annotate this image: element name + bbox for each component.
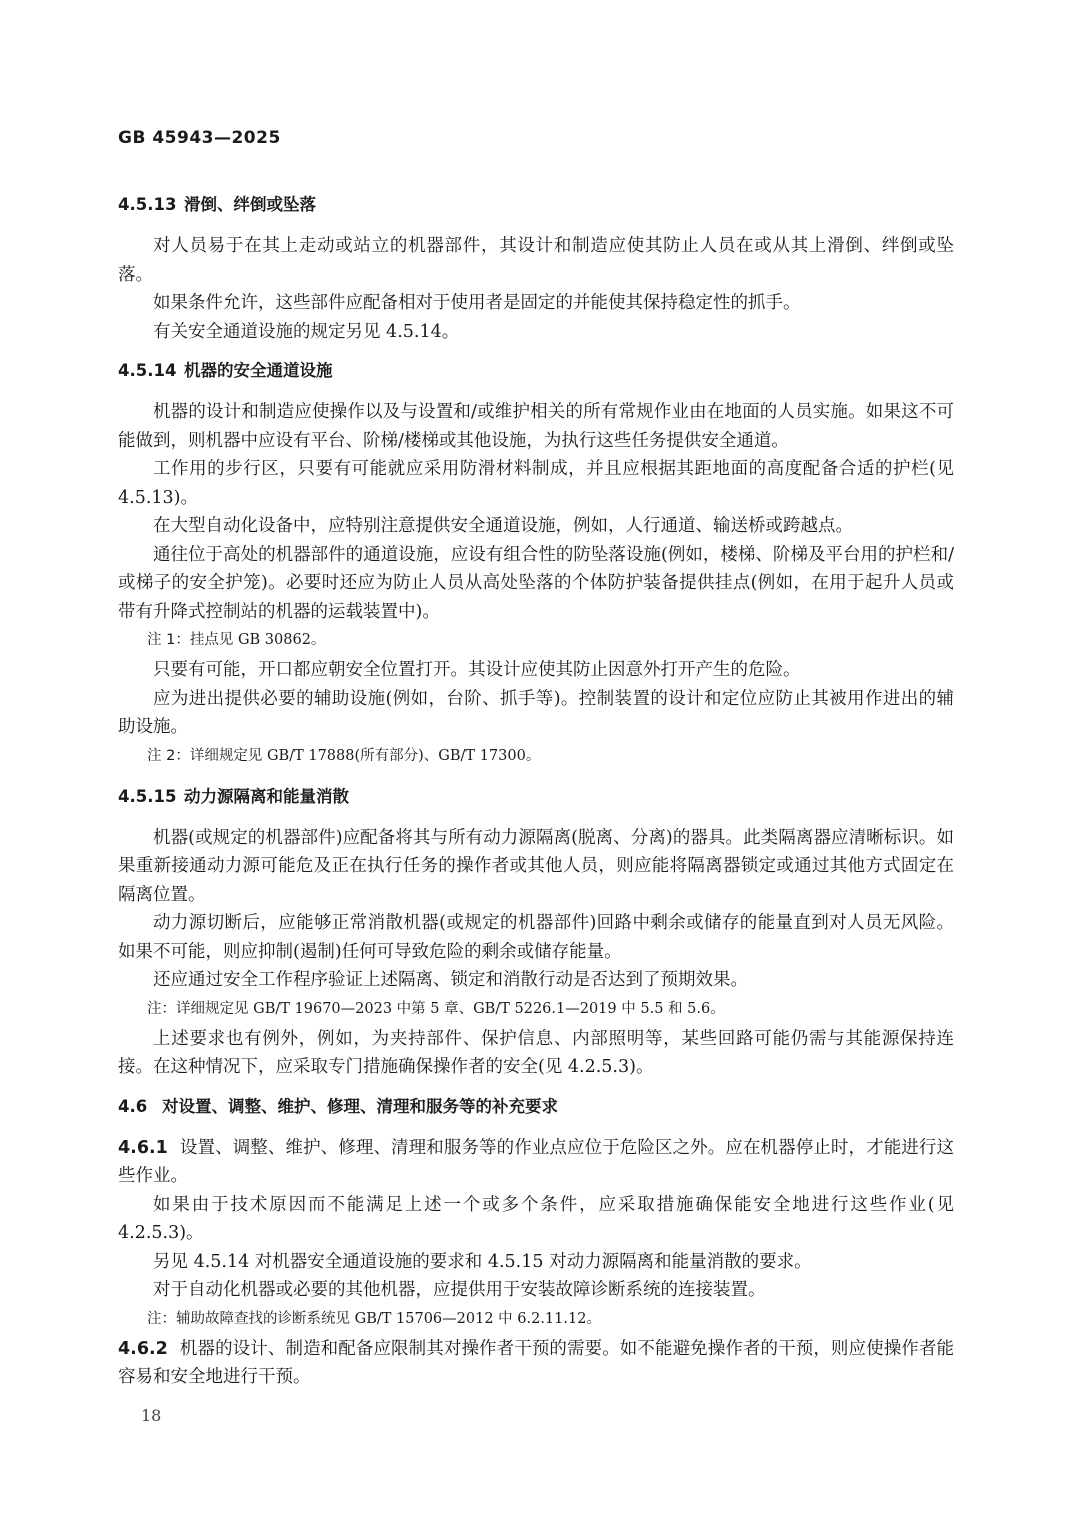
note-label: 注： — [147, 1000, 176, 1017]
paragraph: 还应通过安全工作程序验证上述隔离、锁定和消散行动是否达到了预期效果。 — [153, 970, 748, 990]
section-title: 动力源隔离和能量消散 — [184, 786, 349, 806]
note — [118, 628, 954, 652]
paragraph: 对于自动化机器或必要的其他机器，应提供用于安装故障诊断系统的连接装置。 — [153, 1280, 766, 1300]
paragraph: 动力源切断后，应能够正常消散机器(或规定的机器部件)回路中剩余或储存的能量直到对人员无风险。如果不可能，则应抑制(遏制)任何可导致危险的剩余或储存能量。 — [118, 913, 954, 962]
paragraph: 如果条件允许，这些部件应配备相对于使用者是固定的并能使其保持稳定性的抓手。 — [153, 293, 801, 313]
section-heading-4-5-14 — [118, 358, 954, 384]
section-number: 4.5.14 — [118, 361, 177, 380]
paragraph: 应为进出提供必要的辅助设施(例如，台阶、抓手等)。控制装置的设计和定位应防止其被用作进出的辅助设施。 — [118, 688, 954, 737]
note — [118, 997, 954, 1021]
clause-number: 4.6.2 — [118, 1338, 168, 1359]
paragraph: 另见 4.5.14 对机器安全通道设施的要求和 4.5.15 对动力源隔离和能量消散的要求。 — [153, 1251, 812, 1272]
paragraph: 机器(或规定的机器部件)应配备将其与所有动力源隔离(脱离、分离)的器具。此类隔离器应清晰标识。如果重新接通动力源可能危及正在执行任务的操作者或其他人员，则应能将隔离器锁定或通过其他方式固定在隔离位置。 — [118, 827, 954, 905]
section-number: 4.6 — [118, 1096, 148, 1116]
document-body — [118, 192, 954, 1392]
paragraph: 在大型自动化设备中，应特别注意提供安全通道设施，例如，人行通道、输送桥或跨越点。 — [153, 516, 853, 536]
note-label: 注： — [147, 1310, 176, 1327]
paragraph: 上述要求也有例外，例如，为夹持部件、保护信息、内部照明等，某些回路可能仍需与其能源保持连接。在这种情况下，应采取专门措施确保操作者的安全(见 4.2.5.3)。 — [118, 1028, 954, 1077]
note-label: 注 1： — [147, 632, 190, 648]
section-heading-4-6 — [118, 1094, 954, 1120]
note-text: 辅助故障查找的诊断系统见 GB/T 15706—2012 中 6.2.11.12。 — [176, 1310, 601, 1327]
note — [118, 744, 954, 768]
section-title: 对设置、调整、维护、修理、清理和服务等的补充要求 — [162, 1096, 558, 1116]
note — [118, 1307, 954, 1331]
paragraph: 如果由于技术原因而不能满足上述一个或多个条件，应采取措施确保能安全地进行这些作业(见 4.2.5.3)。 — [118, 1194, 954, 1243]
section-title: 滑倒、绊倒或坠落 — [184, 195, 316, 214]
paragraph: 只要有可能，开口都应朝安全位置打开。其设计应使其防止因意外打开产生的危险。 — [153, 660, 801, 680]
paragraph: 对人员易于在其上走动或站立的机器部件，其设计和制造应使其防止人员在或从其上滑倒、绊倒或坠落。 — [118, 236, 954, 285]
section-number: 4.5.15 — [118, 786, 177, 806]
section-number: 4.5.13 — [118, 195, 177, 214]
section-heading-4-5-13 — [118, 192, 954, 218]
numbered-paragraph-4-6-1 — [118, 1134, 954, 1191]
note-label: 注 2： — [147, 747, 190, 764]
clause-text: 机器的设计、制造和配备应限制其对操作者干预的需要。如不能避免操作者的干预，则应使操作者能容易和安全地进行干预。 — [118, 1338, 954, 1387]
note-text: 详细规定见 GB/T 19670—2023 中第 5 章、GB/T 5226.1—2019 中 5.5 和 5.6。 — [176, 1000, 725, 1017]
paragraph: 有关安全通道设施的规定另见 4.5.14。 — [153, 321, 460, 342]
numbered-paragraph-4-6-2 — [118, 1335, 954, 1392]
page-number: 18 — [141, 1406, 162, 1425]
clause-text: 设置、调整、维护、修理、清理和服务等的作业点应位于危险区之外。应在机器停止时，才能进行这些作业。 — [118, 1137, 954, 1186]
note-text: 详细规定见 GB/T 17888(所有部分)、GB/T 17300。 — [189, 747, 541, 764]
clause-number: 4.6.1 — [118, 1137, 168, 1158]
note-text: 挂点见 GB 30862。 — [189, 632, 326, 648]
section-title: 机器的安全通道设施 — [184, 361, 333, 380]
section-heading-4-5-15 — [118, 784, 954, 810]
paragraph: 工作用的步行区，只要有可能就应采用防滑材料制成，并且应根据其距地面的高度配备合适的护栏(见 4.5.13)。 — [118, 459, 954, 508]
paragraph: 机器的设计和制造应使操作以及与设置和/或维护相关的所有常规作业由在地面的人员实施。如果这不可能做到，则机器中应设有平台、阶梯/楼梯或其他设施，为执行这些任务提供安全通道。 — [118, 402, 954, 451]
standard-number-header: GB 45943—2025 — [118, 128, 281, 148]
paragraph: 通往位于高处的机器部件的通道设施，应设有组合性的防坠落设施(例如，楼梯、阶梯及平台用的护栏和/或梯子的安全护笼)。必要时还应为防止人员从高处坠落的个体防护装备提供挂点(例如，在用于起升人员或带有升降式控制站的机器的运载装置中)。 — [118, 544, 954, 622]
